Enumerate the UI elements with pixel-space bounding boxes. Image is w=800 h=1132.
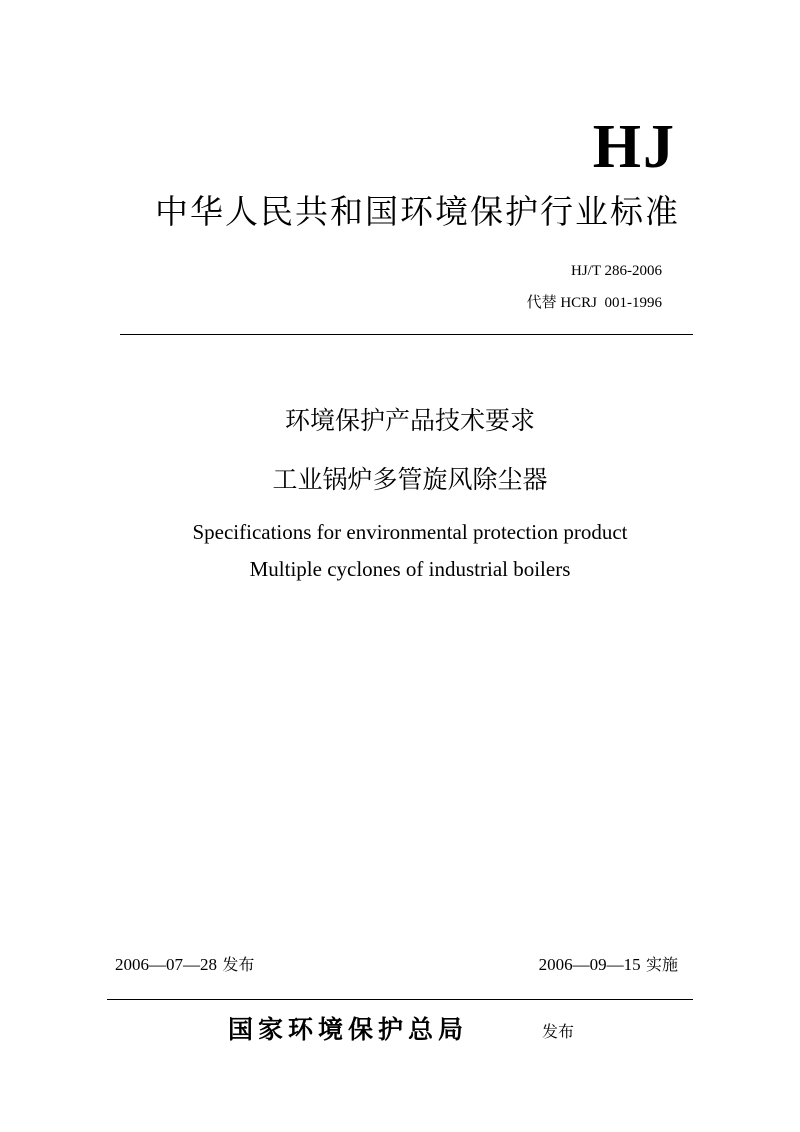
standard-category-title: 中华人民共和国环境保护行业标准 — [155, 192, 680, 231]
issue-date-label: 发布 — [222, 955, 255, 974]
issuing-authority: 国家环境保护总局 — [228, 1015, 469, 1044]
bottom-divider — [107, 999, 693, 1000]
standard-number: HJ/T 286-2006 — [571, 263, 662, 279]
effective-date — [539, 955, 678, 975]
effective-date-value: 2006—09—15 — [538, 955, 641, 974]
replaces-standard: 代替 HCRJ 001-1996 — [526, 295, 662, 311]
issuing-action: 发布 — [542, 1022, 575, 1041]
title-cn-line1: 环境保护产品技术要求 — [284, 406, 535, 435]
issue-date-value: 2006—07—28 — [115, 955, 217, 974]
title-en-line1: Specifications for environmental protection product — [192, 520, 628, 544]
hj-mark: HJ — [592, 113, 676, 181]
effective-date-label: 实施 — [645, 955, 678, 974]
issue-date — [115, 955, 254, 975]
title-en-line2: Multiple cyclones of industrial boilers — [249, 557, 571, 581]
title-cn-line2: 工业锅炉多管旋风除尘器 — [272, 465, 548, 494]
top-divider — [120, 334, 693, 335]
